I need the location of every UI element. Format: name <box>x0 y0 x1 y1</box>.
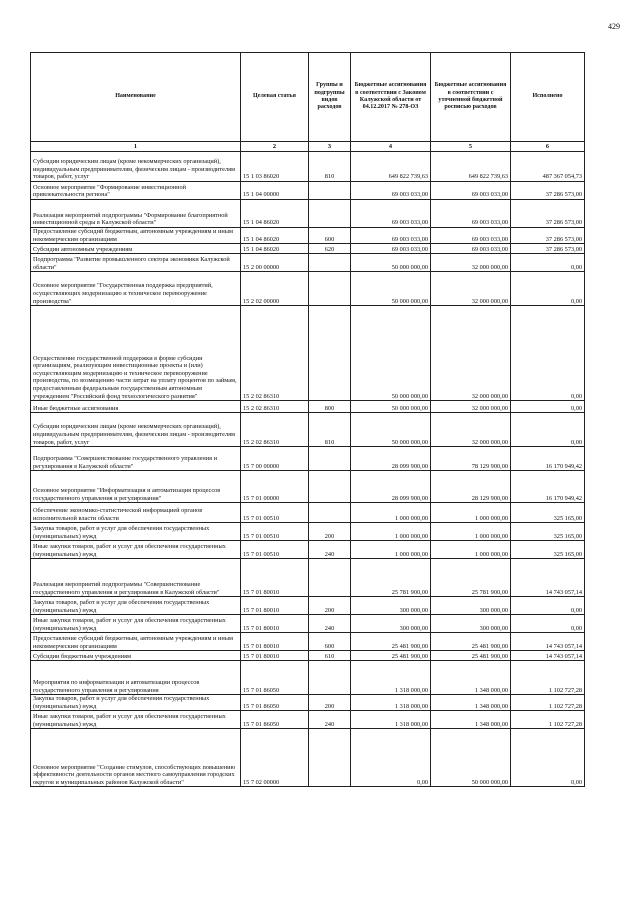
row-executed-amount: 14 743 057,14 <box>511 651 585 661</box>
table-row <box>31 559 585 597</box>
row-executed-amount: 1 102 727,28 <box>511 661 585 695</box>
row-executed-amount: 0,00 <box>511 272 585 306</box>
row-refined-amount: 300 000,00 <box>431 597 511 615</box>
row-target-code: 15 7 01 00510 <box>241 523 309 541</box>
row-refined-amount: 1 348 000,00 <box>431 695 511 711</box>
header-name: Наименование <box>31 53 241 142</box>
table-row <box>31 401 585 413</box>
row-expense-group: 240 <box>309 711 351 729</box>
row-expense-group <box>309 729 351 787</box>
row-expense-group: 810 <box>309 152 351 182</box>
row-law-amount: 28 099 900,00 <box>351 471 431 503</box>
row-law-amount: 1 318 000,00 <box>351 711 431 729</box>
row-expense-group <box>309 306 351 401</box>
row-name: Иные бюджетные ассигнования <box>31 401 241 413</box>
row-law-amount: 300 000,00 <box>351 597 431 615</box>
header-executed: Исполнено <box>511 53 585 142</box>
row-refined-amount: 69 003 033,00 <box>431 244 511 254</box>
row-law-amount: 1 318 000,00 <box>351 695 431 711</box>
col-index: 6 <box>511 142 585 152</box>
table-row <box>31 503 585 523</box>
row-refined-amount: 69 003 033,00 <box>431 200 511 228</box>
column-index-row <box>31 142 585 152</box>
row-expense-group: 200 <box>309 523 351 541</box>
table-row <box>31 541 585 559</box>
row-name: Закупка товаров, работ и услуг для обеспечения государственных (муниципальных) нужд <box>31 523 241 541</box>
row-expense-group <box>309 182 351 200</box>
table-row <box>31 254 585 272</box>
row-target-code: 15 7 01 80010 <box>241 597 309 615</box>
table-row <box>31 523 585 541</box>
row-target-code: 15 1 04 00000 <box>241 182 309 200</box>
row-refined-amount: 32 000 000,00 <box>431 272 511 306</box>
row-expense-group: 600 <box>309 633 351 651</box>
table-row <box>31 661 585 695</box>
row-expense-group <box>309 503 351 523</box>
row-law-amount: 69 003 033,00 <box>351 200 431 228</box>
table-row <box>31 633 585 651</box>
row-target-code: 15 1 04 86020 <box>241 200 309 228</box>
row-target-code: 15 2 02 86310 <box>241 413 309 447</box>
row-target-code: 15 7 01 80010 <box>241 559 309 597</box>
row-name: Иные закупки товаров, работ и услуг для обеспечения государственных (муниципальных) нужд <box>31 615 241 633</box>
row-refined-amount: 78 129 900,00 <box>431 447 511 471</box>
row-law-amount: 649 822 739,63 <box>351 152 431 182</box>
row-executed-amount: 37 286 573,00 <box>511 182 585 200</box>
row-target-code: 15 2 02 86310 <box>241 401 309 413</box>
table-row <box>31 651 585 661</box>
row-refined-amount: 32 000 000,00 <box>431 306 511 401</box>
row-executed-amount: 16 170 949,42 <box>511 447 585 471</box>
row-target-code: 15 1 04 86020 <box>241 228 309 244</box>
row-law-amount: 1 000 000,00 <box>351 503 431 523</box>
row-target-code: 15 7 01 00510 <box>241 503 309 523</box>
table-row <box>31 695 585 711</box>
row-name: Субсидии автономным учреждениям <box>31 244 241 254</box>
row-refined-amount: 32 000 000,00 <box>431 401 511 413</box>
row-target-code: 15 7 01 86050 <box>241 661 309 695</box>
table-row <box>31 615 585 633</box>
row-executed-amount: 14 743 057,14 <box>511 633 585 651</box>
row-expense-group <box>309 471 351 503</box>
row-executed-amount: 37 286 573,00 <box>511 200 585 228</box>
row-target-code: 15 7 00 00000 <box>241 447 309 471</box>
row-law-amount: 25 481 900,00 <box>351 651 431 661</box>
row-name: Подпрограмма "Развитие промышленного сектора экономики Калужской области" <box>31 254 241 272</box>
row-expense-group: 600 <box>309 228 351 244</box>
col-index: 1 <box>31 142 241 152</box>
row-executed-amount: 0,00 <box>511 254 585 272</box>
row-expense-group: 240 <box>309 615 351 633</box>
row-law-amount: 50 000 000,00 <box>351 272 431 306</box>
row-executed-amount: 0,00 <box>511 615 585 633</box>
row-target-code: 15 7 01 80010 <box>241 633 309 651</box>
row-executed-amount: 37 286 573,00 <box>511 228 585 244</box>
row-law-amount: 69 003 033,00 <box>351 182 431 200</box>
table-row <box>31 413 585 447</box>
row-expense-group: 620 <box>309 244 351 254</box>
budget-table <box>30 52 585 787</box>
table-row <box>31 597 585 615</box>
row-refined-amount: 32 000 000,00 <box>431 413 511 447</box>
header-target-article: Целевая статья <box>241 53 309 142</box>
row-expense-group: 810 <box>309 413 351 447</box>
row-target-code: 15 2 00 00000 <box>241 254 309 272</box>
row-target-code: 15 1 03 86020 <box>241 152 309 182</box>
row-name: Предоставление субсидий бюджетным, автономным учреждениям и иным некоммерческим организациям <box>31 633 241 651</box>
row-name: Предоставление субсидий бюджетным, автономным учреждениям и иным некоммерческим организациям <box>31 228 241 244</box>
row-expense-group <box>309 200 351 228</box>
col-index: 2 <box>241 142 309 152</box>
row-target-code: 15 7 01 80010 <box>241 651 309 661</box>
row-refined-amount: 69 003 033,00 <box>431 182 511 200</box>
row-name: Закупка товаров, работ и услуг для обеспечения государственных (муниципальных) нужд <box>31 695 241 711</box>
row-law-amount: 69 003 033,00 <box>351 244 431 254</box>
row-target-code: 15 7 01 86050 <box>241 711 309 729</box>
row-target-code: 15 1 04 86020 <box>241 244 309 254</box>
row-refined-amount: 25 481 900,00 <box>431 633 511 651</box>
row-refined-amount: 25 481 900,00 <box>431 651 511 661</box>
row-expense-group <box>309 559 351 597</box>
row-name: Субсидии бюджетным учреждениям <box>31 651 241 661</box>
header-refined-allocation: Бюджетные ассигнования в соответствии с уточненной бюджетной росписью расходов <box>431 53 511 142</box>
row-target-code: 15 2 02 00000 <box>241 272 309 306</box>
row-expense-group <box>309 447 351 471</box>
row-law-amount: 69 003 033,00 <box>351 228 431 244</box>
col-index: 3 <box>309 142 351 152</box>
row-refined-amount: 649 822 739,63 <box>431 152 511 182</box>
row-refined-amount: 1 000 000,00 <box>431 541 511 559</box>
row-executed-amount: 487 367 054,73 <box>511 152 585 182</box>
header-law-allocation: Бюджетные ассигнования в соответствии с Законом Калужской области от 04.12.2017 № 278-ОЗ <box>351 53 431 142</box>
table-row <box>31 306 585 401</box>
row-law-amount: 28 099 900,00 <box>351 447 431 471</box>
row-name: Мероприятия по информатизации и автоматизации процессов государственного управления и регулирования <box>31 661 241 695</box>
row-law-amount: 25 781 900,00 <box>351 559 431 597</box>
row-name: Подпрограмма "Совершенствование государственного управления и регулирования в Калужской области" <box>31 447 241 471</box>
row-law-amount: 50 000 000,00 <box>351 254 431 272</box>
row-name: Основное мероприятие "Информатизация и автоматизация процессов государственного управления и регулирования" <box>31 471 241 503</box>
row-name: Реализация мероприятий подпрограммы "Формирование благоприятной инвестиционной среды в Калужской области" <box>31 200 241 228</box>
row-refined-amount: 300 000,00 <box>431 615 511 633</box>
row-refined-amount: 25 781 900,00 <box>431 559 511 597</box>
row-law-amount: 1 000 000,00 <box>351 541 431 559</box>
row-name: Субсидии юридическим лицам (кроме некоммерческих организаций), индивидуальным предпринимателям, физическим лицам - производителям товаров, работ, услуг <box>31 152 241 182</box>
row-executed-amount: 14 743 057,14 <box>511 559 585 597</box>
page-number: 429 <box>608 22 620 31</box>
row-name: Основное мероприятие "Создание стимулов, способствующих повышению эффективности деятельности органов местного самоуправления городских округов и муниципальных районов Калужской области" <box>31 729 241 787</box>
row-expense-group: 800 <box>309 401 351 413</box>
row-name: Иные закупки товаров, работ и услуг для обеспечения государственных (муниципальных) нужд <box>31 711 241 729</box>
row-refined-amount: 32 000 000,00 <box>431 254 511 272</box>
table-row <box>31 200 585 228</box>
table-row <box>31 272 585 306</box>
row-target-code: 15 7 01 86050 <box>241 695 309 711</box>
row-law-amount: 50 000 000,00 <box>351 413 431 447</box>
row-refined-amount: 69 003 033,00 <box>431 228 511 244</box>
row-name: Осуществление государственной поддержки в форме субсидии организациям, реализующим инвестиционные проекты и (или) осуществляющим модернизацию и техническое перевооружение производства, по возмещению части затрат на уплату процентов по займам, предоставленным федеральным государственным автономным учреждением "Российский фонд технологического развития" <box>31 306 241 401</box>
row-executed-amount: 0,00 <box>511 597 585 615</box>
row-law-amount: 0,00 <box>351 729 431 787</box>
table-row <box>31 182 585 200</box>
row-executed-amount: 325 165,00 <box>511 523 585 541</box>
row-law-amount: 300 000,00 <box>351 615 431 633</box>
row-expense-group: 240 <box>309 541 351 559</box>
row-expense-group <box>309 272 351 306</box>
row-executed-amount: 0,00 <box>511 413 585 447</box>
row-target-code: 15 7 01 00000 <box>241 471 309 503</box>
row-executed-amount: 0,00 <box>511 729 585 787</box>
row-executed-amount: 325 165,00 <box>511 503 585 523</box>
row-law-amount: 50 000 000,00 <box>351 306 431 401</box>
row-executed-amount: 0,00 <box>511 306 585 401</box>
table-row <box>31 228 585 244</box>
header-row <box>31 53 585 142</box>
table-row <box>31 471 585 503</box>
row-name: Иные закупки товаров, работ и услуг для обеспечения государственных (муниципальных) нужд <box>31 541 241 559</box>
row-target-code: 15 2 02 86310 <box>241 306 309 401</box>
table-row <box>31 152 585 182</box>
row-executed-amount: 1 102 727,28 <box>511 695 585 711</box>
row-name: Реализация мероприятий подпрограммы "Совершенствование государственного управления и регулирования в Калужской области" <box>31 559 241 597</box>
row-law-amount: 1 000 000,00 <box>351 523 431 541</box>
row-expense-group: 610 <box>309 651 351 661</box>
row-law-amount: 1 318 000,00 <box>351 661 431 695</box>
header-expense-group: Группы и подгруппы видов расходов <box>309 53 351 142</box>
row-executed-amount: 325 165,00 <box>511 541 585 559</box>
row-executed-amount: 16 170 949,42 <box>511 471 585 503</box>
row-name: Основное мероприятие "Государственная поддержка предприятий, осуществляющих модернизацию и техническое перевооружение производства" <box>31 272 241 306</box>
row-law-amount: 25 481 900,00 <box>351 633 431 651</box>
col-index: 5 <box>431 142 511 152</box>
row-expense-group: 200 <box>309 597 351 615</box>
row-executed-amount: 1 102 727,28 <box>511 711 585 729</box>
row-refined-amount: 28 129 900,00 <box>431 471 511 503</box>
row-expense-group: 200 <box>309 695 351 711</box>
table-row <box>31 447 585 471</box>
row-refined-amount: 1 348 000,00 <box>431 661 511 695</box>
col-index: 4 <box>351 142 431 152</box>
row-expense-group <box>309 254 351 272</box>
table-row <box>31 711 585 729</box>
table-row <box>31 244 585 254</box>
row-executed-amount: 0,00 <box>511 401 585 413</box>
row-target-code: 15 7 02 00000 <box>241 729 309 787</box>
table-row <box>31 729 585 787</box>
row-name: Субсидии юридическим лицам (кроме некоммерческих организаций), индивидуальным предпринимателям, физическим лицам - производителям товаров, работ, услуг <box>31 413 241 447</box>
row-name: Основное мероприятие "Формирование инвестиционной привлекательности региона" <box>31 182 241 200</box>
row-executed-amount: 37 286 573,00 <box>511 244 585 254</box>
row-refined-amount: 1 000 000,00 <box>431 503 511 523</box>
row-name: Закупка товаров, работ и услуг для обеспечения государственных (муниципальных) нужд <box>31 597 241 615</box>
row-expense-group <box>309 661 351 695</box>
row-refined-amount: 1 000 000,00 <box>431 523 511 541</box>
row-name: Обеспечение экономико-статистической информацией органов исполнительной власти области <box>31 503 241 523</box>
row-target-code: 15 7 01 80010 <box>241 615 309 633</box>
row-target-code: 15 7 01 00510 <box>241 541 309 559</box>
row-refined-amount: 50 000 000,00 <box>431 729 511 787</box>
row-law-amount: 50 000 000,00 <box>351 401 431 413</box>
row-refined-amount: 1 348 000,00 <box>431 711 511 729</box>
